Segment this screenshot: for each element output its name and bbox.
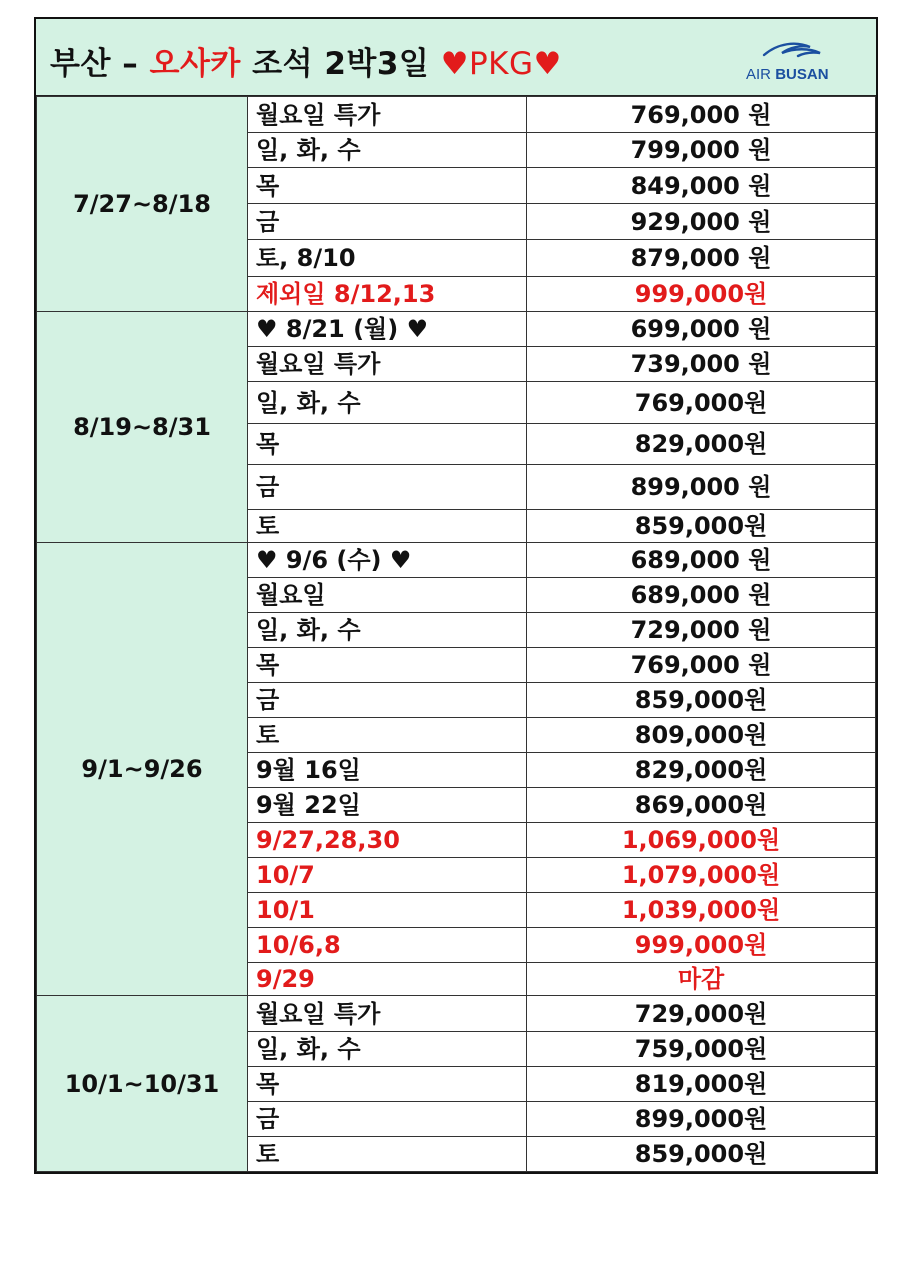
- day-cell: 목: [248, 1067, 527, 1102]
- day-cell: 10/6,8: [248, 928, 527, 963]
- table-row: [37, 543, 876, 578]
- price-cell: 1,069,000원: [527, 823, 876, 858]
- logo-busan: BUSAN: [775, 66, 829, 83]
- day-cell: ♥ 9/6 (수) ♥: [248, 543, 527, 578]
- day-cell: 일, 화, 수: [248, 613, 527, 648]
- price-cell: 829,000원: [527, 424, 876, 465]
- day-cell: 일, 화, 수: [248, 133, 527, 168]
- date-range-cell: 7/27~8/18: [37, 97, 248, 312]
- price-cell: 1,039,000원: [527, 893, 876, 928]
- day-cell: 토: [248, 510, 527, 543]
- price-cell: 769,000 원: [527, 648, 876, 683]
- price-cell: 879,000 원: [527, 240, 876, 277]
- date-range-cell: 8/19~8/31: [37, 312, 248, 543]
- day-cell: 목: [248, 424, 527, 465]
- title-bar: [36, 19, 876, 96]
- price-cell: 1,079,000원: [527, 858, 876, 893]
- table-row: [37, 97, 876, 133]
- price-cell: 999,000원: [527, 277, 876, 312]
- date-range-cell: 10/1~10/31: [37, 996, 248, 1172]
- title-detail: 조석 2박3일: [252, 46, 430, 82]
- price-cell: 859,000원: [527, 510, 876, 543]
- title-dash: –: [122, 46, 139, 82]
- day-cell: 10/7: [248, 858, 527, 893]
- logo-air: AIR: [746, 66, 772, 83]
- date-range-cell: 9/1~9/26: [37, 543, 248, 996]
- price-cell: 729,000 원: [527, 613, 876, 648]
- air-busan-logo: [746, 39, 850, 83]
- day-cell: ♥ 8/21 (월) ♥: [248, 312, 527, 347]
- day-cell: 9월 16일: [248, 753, 527, 788]
- day-cell: 9/27,28,30: [248, 823, 527, 858]
- day-cell: 일, 화, 수: [248, 382, 527, 424]
- title-destination: 오사카: [149, 46, 241, 82]
- day-cell: 9월 22일: [248, 788, 527, 823]
- day-cell: 금: [248, 1102, 527, 1137]
- day-cell: 목: [248, 648, 527, 683]
- day-cell: 일, 화, 수: [248, 1032, 527, 1067]
- price-cell: 769,000원: [527, 382, 876, 424]
- day-cell: 토: [248, 718, 527, 753]
- price-cell: 809,000원: [527, 718, 876, 753]
- day-cell: 목: [248, 168, 527, 204]
- day-cell: 금: [248, 683, 527, 718]
- bird-wing-icon: [760, 39, 840, 59]
- price-cell: 849,000 원: [527, 168, 876, 204]
- price-table-body: [37, 97, 876, 1172]
- price-sheet: [34, 17, 878, 1174]
- price-table: [36, 96, 876, 1172]
- day-cell: 월요일: [248, 578, 527, 613]
- price-cell: 999,000원: [527, 928, 876, 963]
- title-package: ♥PKG♥: [440, 46, 562, 82]
- price-cell: 마감: [527, 963, 876, 996]
- price-cell: 689,000 원: [527, 543, 876, 578]
- day-cell: 월요일 특가: [248, 996, 527, 1032]
- title-origin: 부산: [50, 46, 111, 82]
- day-cell: 금: [248, 465, 527, 510]
- price-cell: 829,000원: [527, 753, 876, 788]
- price-cell: 899,000 원: [527, 465, 876, 510]
- day-cell: 월요일 특가: [248, 97, 527, 133]
- price-cell: 869,000원: [527, 788, 876, 823]
- table-row: [37, 996, 876, 1032]
- price-cell: 799,000 원: [527, 133, 876, 168]
- price-cell: 759,000원: [527, 1032, 876, 1067]
- price-cell: 729,000원: [527, 996, 876, 1032]
- day-cell: 10/1: [248, 893, 527, 928]
- price-cell: 689,000 원: [527, 578, 876, 613]
- price-cell: 859,000원: [527, 1137, 876, 1172]
- price-cell: 819,000원: [527, 1067, 876, 1102]
- day-cell: 제외일 8/12,13: [248, 277, 527, 312]
- day-cell: 9/29: [248, 963, 527, 996]
- price-cell: 769,000 원: [527, 97, 876, 133]
- page-title: [50, 38, 562, 83]
- price-cell: 929,000 원: [527, 204, 876, 240]
- price-cell: 899,000원: [527, 1102, 876, 1137]
- day-cell: 금: [248, 204, 527, 240]
- day-cell: 토: [248, 1137, 527, 1172]
- day-cell: 월요일 특가: [248, 347, 527, 382]
- price-cell: 739,000 원: [527, 347, 876, 382]
- price-cell: 859,000원: [527, 683, 876, 718]
- logo-text: [746, 66, 829, 83]
- day-cell: 토, 8/10: [248, 240, 527, 277]
- table-row: [37, 312, 876, 347]
- price-cell: 699,000 원: [527, 312, 876, 347]
